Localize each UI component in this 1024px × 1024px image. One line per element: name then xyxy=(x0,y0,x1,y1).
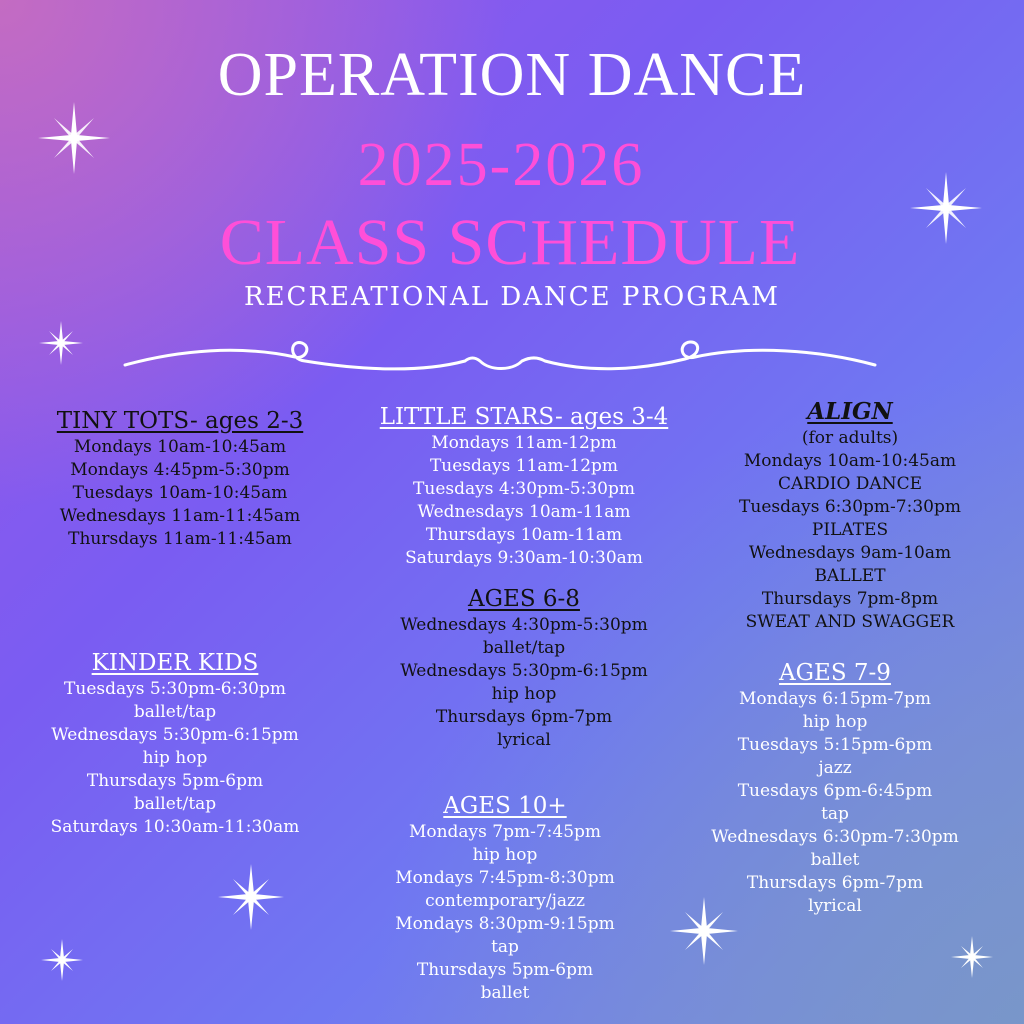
section-little-stars xyxy=(354,404,694,570)
schedule-line: hip hop xyxy=(142,748,208,768)
page-title: OPERATION DANCE xyxy=(217,41,807,109)
schedule-line: SWEAT AND SWAGGER xyxy=(745,612,955,632)
schedule-line: tap xyxy=(821,804,849,824)
schedule-line: lyrical xyxy=(497,730,551,750)
section-heading: KINDER KIDS xyxy=(91,650,259,676)
schedule-line: Wednesdays 10am-11am xyxy=(417,502,631,522)
section-ages-10-plus xyxy=(350,793,660,1005)
sparkle-icon xyxy=(908,170,984,246)
sparkle-icon xyxy=(950,935,994,979)
section-tiny-tots xyxy=(20,408,340,551)
schedule-line: (for adults) xyxy=(801,428,899,448)
schedule-line: Mondays 7pm-7:45pm xyxy=(408,822,602,842)
section-ages-6-8 xyxy=(354,586,694,752)
schedule-line: tap xyxy=(491,937,519,957)
schedule-line: Wednesdays 5:30pm-6:15pm xyxy=(51,725,299,745)
schedule-line: Thursdays 10am-11am xyxy=(425,525,623,545)
section-heading: AGES 10+ xyxy=(443,793,567,819)
schedule-line: Tuesdays 5:30pm-6:30pm xyxy=(64,679,286,699)
schedule-line: ballet/tap xyxy=(482,638,566,658)
schedule-line: Wednesdays 9am-10am xyxy=(748,543,952,563)
season-year: 2025-2026 xyxy=(357,131,645,199)
schedule-line: ballet xyxy=(480,983,530,1003)
schedule-line: Tuesdays 4:30pm-5:30pm xyxy=(413,479,635,499)
schedule-line: Thursdays 6pm-7pm xyxy=(435,707,613,727)
section-heading: LITTLE STARS- ages 3-4 xyxy=(379,404,669,430)
schedule-line: Wednesdays 11am-11:45am xyxy=(59,506,301,526)
section-kinder-kids xyxy=(20,650,330,839)
schedule-line: ballet/tap xyxy=(133,702,217,722)
section-ages-7-9 xyxy=(690,660,980,918)
schedule-line: Thursdays 5pm-6pm xyxy=(416,960,594,980)
schedule-line: Tuesdays 6:30pm-7:30pm xyxy=(739,497,961,517)
sparkle-icon xyxy=(38,320,84,366)
schedule-line: Thursdays 11am-11:45am xyxy=(68,529,292,549)
section-heading: ALIGN xyxy=(807,398,893,425)
section-heading: AGES 6-8 xyxy=(468,586,580,612)
schedule-line: Thursdays 7pm-8pm xyxy=(761,589,939,609)
sparkle-icon xyxy=(216,862,286,932)
schedule-line: lyrical xyxy=(808,896,862,916)
schedule-line: jazz xyxy=(818,758,852,778)
schedule-line: Mondays 8:30pm-9:15pm xyxy=(395,914,615,934)
schedule-line: contemporary/jazz xyxy=(425,891,585,911)
schedule-line: Mondays 6:15pm-7pm xyxy=(738,689,932,709)
schedule-line: hip hop xyxy=(491,684,557,704)
sparkle-icon xyxy=(40,938,84,982)
section-align xyxy=(700,398,1000,634)
section-heading: TINY TOTS- ages 2-3 xyxy=(56,408,304,434)
schedule-line: CARDIO DANCE xyxy=(778,474,922,494)
schedule-line: hip hop xyxy=(802,712,868,732)
schedule-line: Tuesdays 11am-12pm xyxy=(429,456,619,476)
schedule-line: ballet xyxy=(810,850,860,870)
schedule-line: Mondays 4:45pm-5:30pm xyxy=(70,460,290,480)
schedule-line: Tuesdays 5:15pm-6pm xyxy=(737,735,933,755)
schedule-line: hip hop xyxy=(472,845,538,865)
swirl-divider xyxy=(120,335,880,385)
schedule-line: PILATES xyxy=(811,520,889,540)
schedule-line: Thursdays 5pm-6pm xyxy=(86,771,264,791)
schedule-line: Thursdays 6pm-7pm xyxy=(746,873,924,893)
schedule-line: Mondays 11am-12pm xyxy=(431,433,617,453)
schedule-line: Tuesdays 10am-10:45am xyxy=(72,483,288,503)
schedule-line: Wednesdays 4:30pm-5:30pm xyxy=(400,615,648,635)
schedule-line: Mondays 7:45pm-8:30pm xyxy=(395,868,615,888)
schedule-heading: CLASS SCHEDULE xyxy=(219,206,801,279)
schedule-line: BALLET xyxy=(814,566,886,586)
program-subtitle: RECREATIONAL DANCE PROGRAM xyxy=(244,282,780,312)
schedule-line: Wednesdays 5:30pm-6:15pm xyxy=(400,661,648,681)
schedule-line: Tuesdays 6pm-6:45pm xyxy=(737,781,933,801)
sparkle-icon xyxy=(36,100,112,176)
schedule-line: ballet/tap xyxy=(133,794,217,814)
schedule-line: Mondays 10am-10:45am xyxy=(743,451,957,471)
schedule-line: Saturdays 9:30am-10:30am xyxy=(405,548,643,568)
schedule-line: Wednesdays 6:30pm-7:30pm xyxy=(711,827,959,847)
section-heading: AGES 7-9 xyxy=(779,660,891,686)
schedule-line: Saturdays 10:30am-11:30am xyxy=(50,817,300,837)
schedule-line: Mondays 10am-10:45am xyxy=(73,437,287,457)
